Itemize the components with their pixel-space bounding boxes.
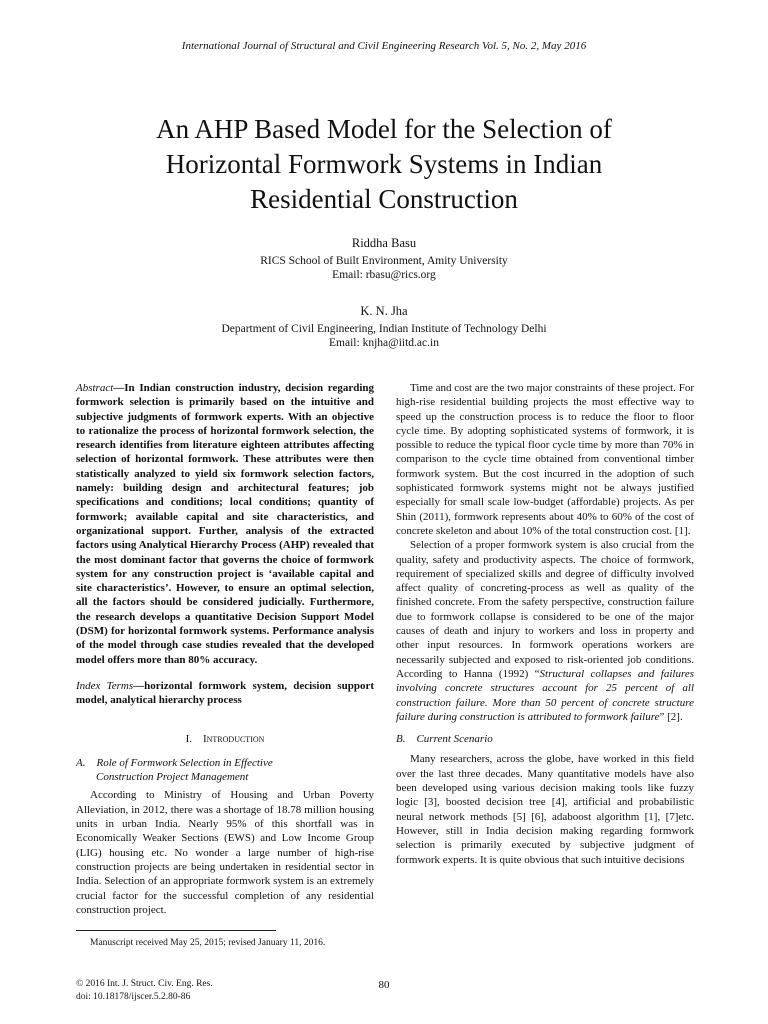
journal-header: International Journal of Structural and Civil Engineering Research Vol. 5, No. 2, May 2016 <box>181 40 587 52</box>
title-line: Residential Construction <box>250 184 518 214</box>
title-line: An AHP Based Model for the Selection of <box>156 114 612 144</box>
paper-title <box>90 112 678 217</box>
footnote-divider <box>76 930 276 931</box>
abstract-text: —In Indian construction industry, decision regarding formwork selection is primarily based on the intuitive and subjective judgments of formwork experts. With an objective to rationalize the process of horizontal formwork selection, the research identifies from literature eighteen attributes affecting selection of horizontal formwork. These attributes were then statistically analyzed to yield six formwork selection factors, namely: building design and architectural features; job specifications and conditions; local conditions; quantity of formwork; available capital and site characteristics, and organizational support. Further, analysis of the extracted factors using Analytical Hierarchy Process (AHP) revealed that the most dominant factor that governs the choice of formwork system for any construction project is ‘available capital and site characteristics’. However, to ensure an optimal selection, all the factors should be considered judicially. Furthermore, the research develops a quantitative Decision Support Model (DSM) for horizontal formwork systems. Performance analysis of the model through case studies revealed that the developed model offers more than 80% accuracy. <box>76 382 374 666</box>
subsection-heading-line: A. Role of Formwork Selection in Effective <box>76 756 273 769</box>
subsection-heading-a <box>76 756 374 785</box>
body-paragraph: Time and cost are the two major constraints of these project. For high-rise residential building projects the most effective way to speed up the construction process is to reduce the floor to floor cycle time. By adopting sophisticated systems of formwork, it is possible to reduce the typical floor cycle time by more than 70% in comparison to the cycle time obtained from conventional timber formwork system. But the cost incurred in the adoption of such sophisticated formwork systems might not be always justified especially for small scale low-budget (affordable) projects. As per Shin (2011), formwork represents about 40% to 60% of the cost of concrete skeleton and about 10% of the total construction cost. [1]. <box>396 382 694 537</box>
abstract-label: Abstract <box>76 382 114 394</box>
author-block <box>0 304 768 350</box>
author-affiliation: Department of Civil Engineering, Indian Institute of Technology Delhi <box>221 323 547 335</box>
footnote: Manuscript received May 25, 2015; revised January 11, 2016. <box>90 938 326 948</box>
paragraph-text: ” [2]. <box>659 710 683 723</box>
body-paragraph: According to Ministry of Housing and Urban Poverty Alleviation, in 2012, there was a shortage of 18.78 million housing units in urban India. Nearly 95% of this shortfall was in Economically Weaker Sections (EWS) and Low Income Group (LIG) housing etc. No wonder a large number of high-rise construction projects are being undertaken in residential sector in India. Selection of an appropriate formwork system is an extremely crucial factor for the successful completion of any residential construction project. <box>76 789 374 916</box>
title-line: Horizontal Formwork Systems in Indian <box>165 149 603 179</box>
doi: doi: 10.18178/ijscer.5.2.80-86 <box>76 992 191 1002</box>
author-email: Email: rbasu@rics.org <box>332 269 436 281</box>
left-column <box>76 381 374 917</box>
abstract <box>76 381 374 667</box>
index-terms <box>76 679 374 708</box>
copyright: © 2016 Int. J. Struct. Civ. Eng. Res. <box>76 979 213 989</box>
body-paragraph <box>396 538 694 724</box>
right-column <box>396 381 694 867</box>
subsection-heading-line: Construction Project Management <box>96 771 249 784</box>
author-name: K. N. Jha <box>360 304 408 318</box>
index-terms-label: Index Terms <box>76 679 134 692</box>
author-email: Email: knjha@iitd.ac.in <box>329 337 439 349</box>
author-affiliation: RICS School of Built Environment, Amity University <box>260 255 508 267</box>
page-number: 80 <box>378 979 390 991</box>
author-name: Riddha Basu <box>351 236 417 250</box>
author-block <box>0 236 768 282</box>
paragraph-text: Selection of a proper formwork system is also crucial from the quality, safety and productivity aspects. The choice of formwork, requirement of specialized skills and degree of difficulty involved affect quality of concreting-process as well as quality of the finished concrete. From the safety perspective, construction failure due to formwork collapse is considered to be one of the major causes of death and injury to workers and loss in property and other input resources. In formwork operations workers are necessarily subjected and exposed to risk-oriented job conditions. According to Hanna (1992) “ <box>396 539 694 680</box>
index-terms-text: —horizontal formwork system, decision support model, analytical hierarchy process <box>76 679 374 707</box>
section-heading: I. Introduction <box>185 732 265 745</box>
body-paragraph: Many researchers, across the globe, have worked in this field over the last three decades. Many quantitative models have also been developed using various decision making tools like fuzzy logic [3], boosted decision tree [4], artificial and probabilistic neural network methods [5] [6], adaboost algorithm [1], [7]etc. However, still in India decision making regarding formwork selection is primarily executed by subjective judgment of formwork experts. It is quite obvious that such intuitive decisions <box>396 753 694 866</box>
quoted-text: Structural collapses and failures involving concrete structures account for 25 percent of all construction failure. More than 50 percent of concrete structure failure during construction is attributed to formwork failure <box>396 667 694 723</box>
author-list <box>0 236 768 372</box>
subsection-heading-b: B. Current Scenario <box>396 733 493 746</box>
